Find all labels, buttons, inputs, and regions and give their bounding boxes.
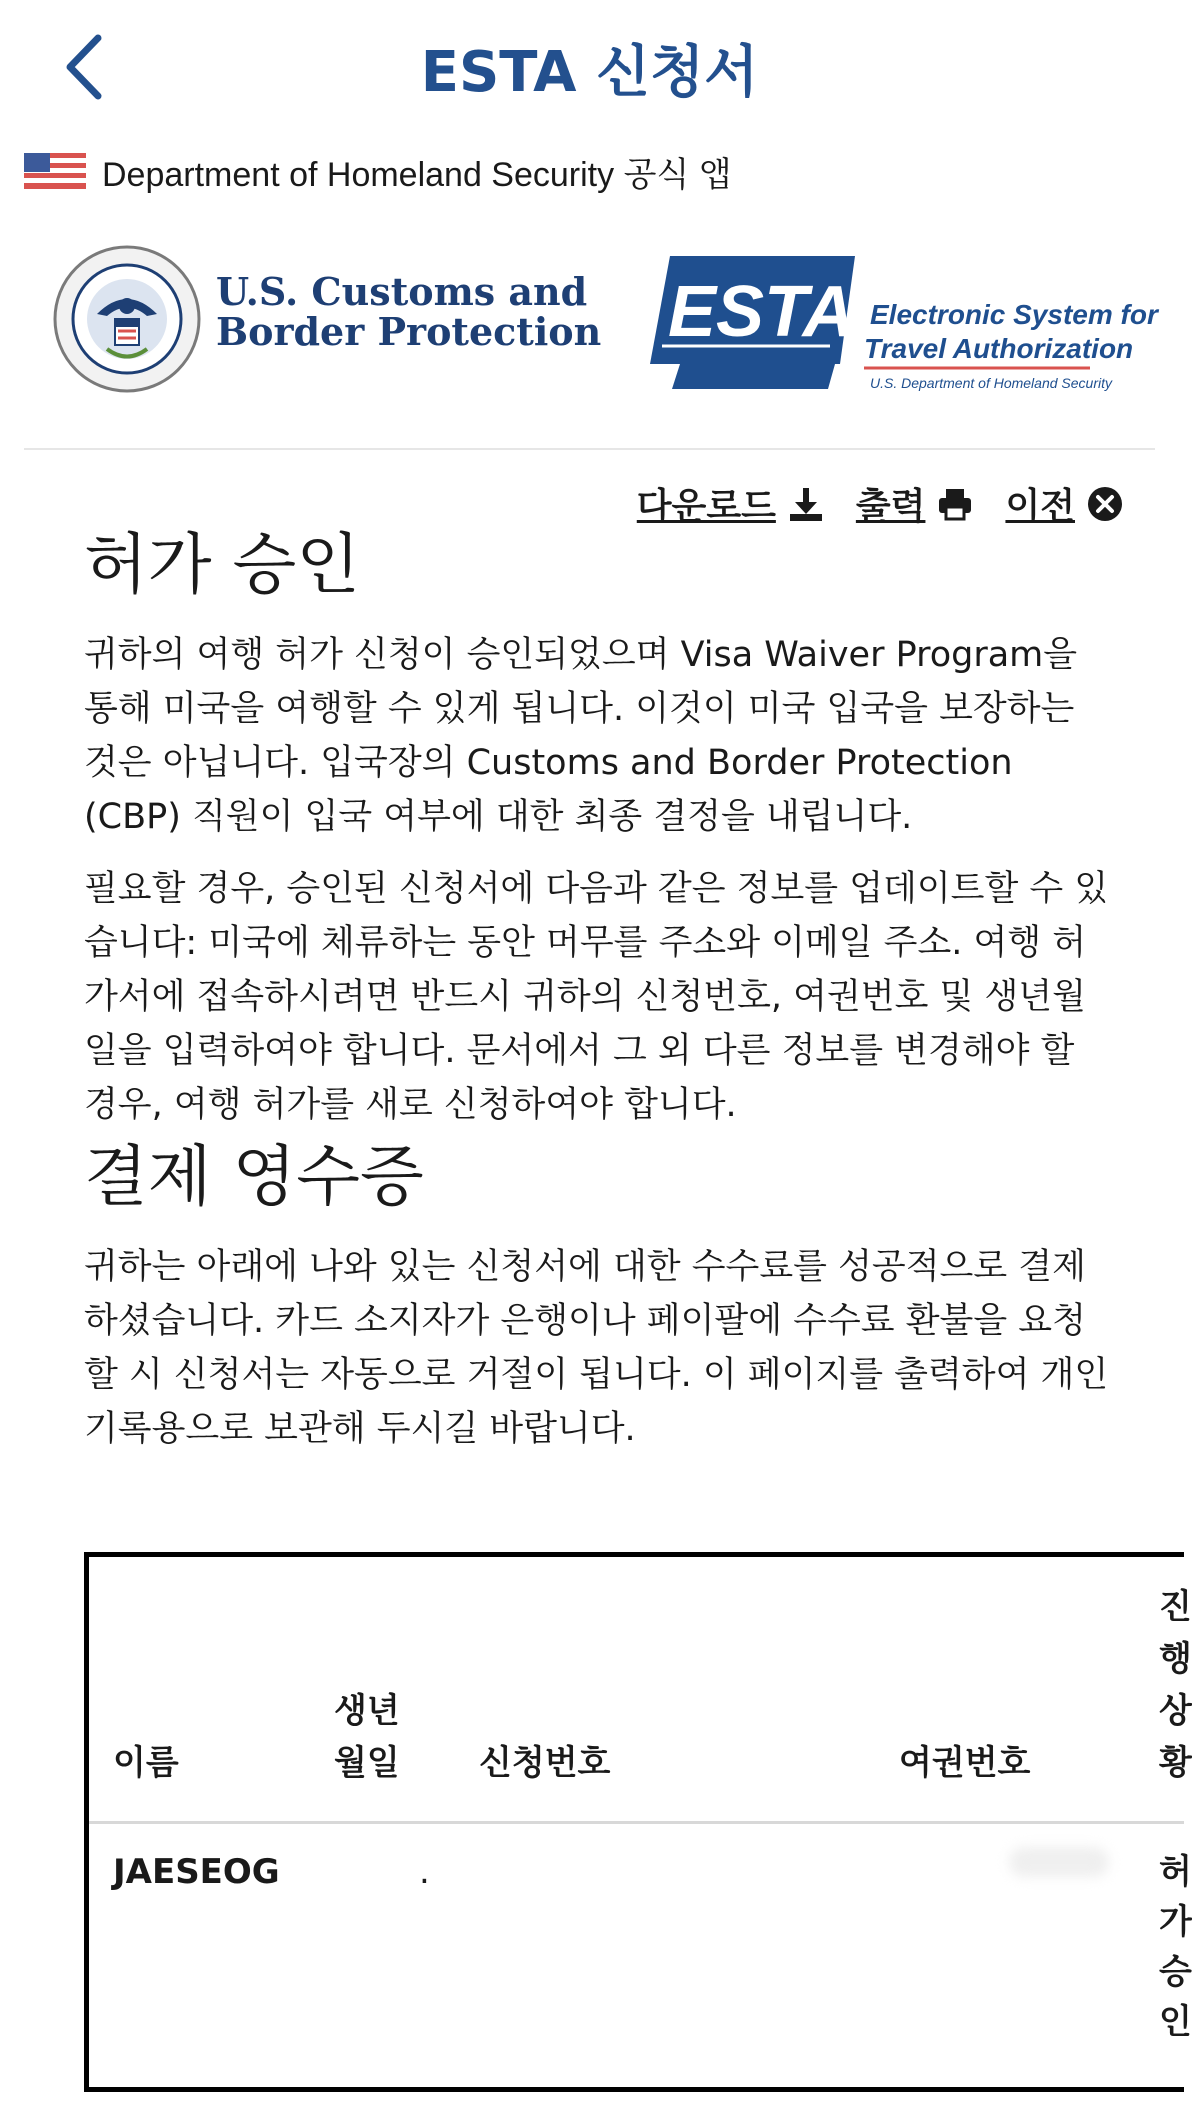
- esta-line1: Electronic System for: [870, 299, 1158, 330]
- receipt-table: [84, 1552, 1192, 2092]
- cbp-wordmark: [216, 269, 602, 354]
- cell-status-char: 인: [1159, 2002, 1192, 2042]
- page-title: ESTA 신청서: [420, 40, 759, 105]
- header-name: 이름: [113, 1743, 179, 1783]
- agency-text: Department of Homeland Security 공식 앱: [102, 155, 732, 194]
- header-status-char: 상: [1159, 1691, 1192, 1731]
- cell-status-char: 승: [1159, 1952, 1192, 1992]
- cell-status-char: 가: [1159, 1902, 1192, 1942]
- cell-name: JAESEOG: [113, 1852, 280, 1892]
- redacted-passport-cell: [1009, 1847, 1109, 1877]
- us-flag-icon: [24, 153, 86, 189]
- header-dob-line2: 월일: [334, 1743, 400, 1783]
- main-content: [84, 520, 1114, 1456]
- header-application-number: 신청번호: [479, 1743, 611, 1783]
- dhs-seal-icon: [52, 244, 202, 394]
- cell-status-char: 허: [1159, 1852, 1192, 1892]
- download-icon: [786, 484, 826, 524]
- agency-line: [24, 148, 732, 194]
- receipt-paragraph: 귀하는 아래에 나와 있는 신청서에 대한 수수료를 성공적으로 결제하셨습니다. 카드 소지자가 은행이나 페이팔에 수수료 환불을 요청할 시 신청서는 자동으로 거절이 됩니다. 이 페이지를 출력하여 개인 기록용으로 보관해 두시길 바랍니다.: [84, 1247, 1109, 1449]
- print-label: 출력: [855, 486, 926, 527]
- receipt-heading: 결제 영수증: [84, 1138, 424, 1215]
- logo-banner: [0, 232, 1179, 412]
- table-row-divider: [89, 1821, 1184, 1824]
- esta-logo: [640, 244, 1158, 404]
- cbp-line2: Border Protection: [216, 309, 602, 354]
- printer-icon: [935, 484, 975, 524]
- approval-paragraph-1: 귀하의 여행 허가 신청이 승인되었으며 Visa Waiver Program을 통해 미국을 여행할 수 있게 됩니다. 이것이 미국 입국을 보장하는 것은 아닙니다. 입국장의 Customs and Border Protection (CBP) 직원이 입국 여부에 대한 최종 결정을 내립니다.: [84, 635, 1078, 837]
- header-status-char: 황: [1159, 1743, 1192, 1783]
- close-circle-icon: [1085, 484, 1125, 524]
- app-header: [0, 0, 1179, 135]
- header-status-char: 진: [1159, 1587, 1192, 1627]
- esta-line2: Travel Authorization: [864, 333, 1134, 364]
- header-status-char: 행: [1159, 1639, 1192, 1679]
- header-dob-line1: 생년: [334, 1691, 400, 1731]
- cell-dob: .: [419, 1852, 430, 1892]
- cbp-line1: U.S. Customs and: [216, 269, 588, 314]
- esta-line3: U.S. Department of Homeland Security: [870, 375, 1112, 391]
- download-label: 다운로드: [636, 486, 776, 527]
- approval-heading: 허가 승인: [84, 526, 361, 603]
- header-status: [1159, 1581, 1192, 1789]
- previous-label: 이전: [1005, 486, 1075, 527]
- esta-wordmark: ESTA: [668, 272, 855, 352]
- header-divider: [24, 448, 1155, 450]
- approval-paragraph-2: 필요할 경우, 승인된 신청서에 다음과 같은 정보를 업데이트할 수 있습니다: 미국에 체류하는 동안 머무를 주소와 이메일 주소. 여행 허가서에 접속하시려면 반드시 귀하의 신청번호, 여권번호 및 생년월일을 입력하여야 합니다. 문서에서 그 외 다른 정보를 변경해야 할 경우, 여행 허가를 새로 신청하여야 합니다.: [84, 869, 1109, 1125]
- header-passport-number: 여권번호: [899, 1743, 1031, 1783]
- cell-status: [1159, 1847, 1192, 2047]
- header-dob: [334, 1685, 400, 1789]
